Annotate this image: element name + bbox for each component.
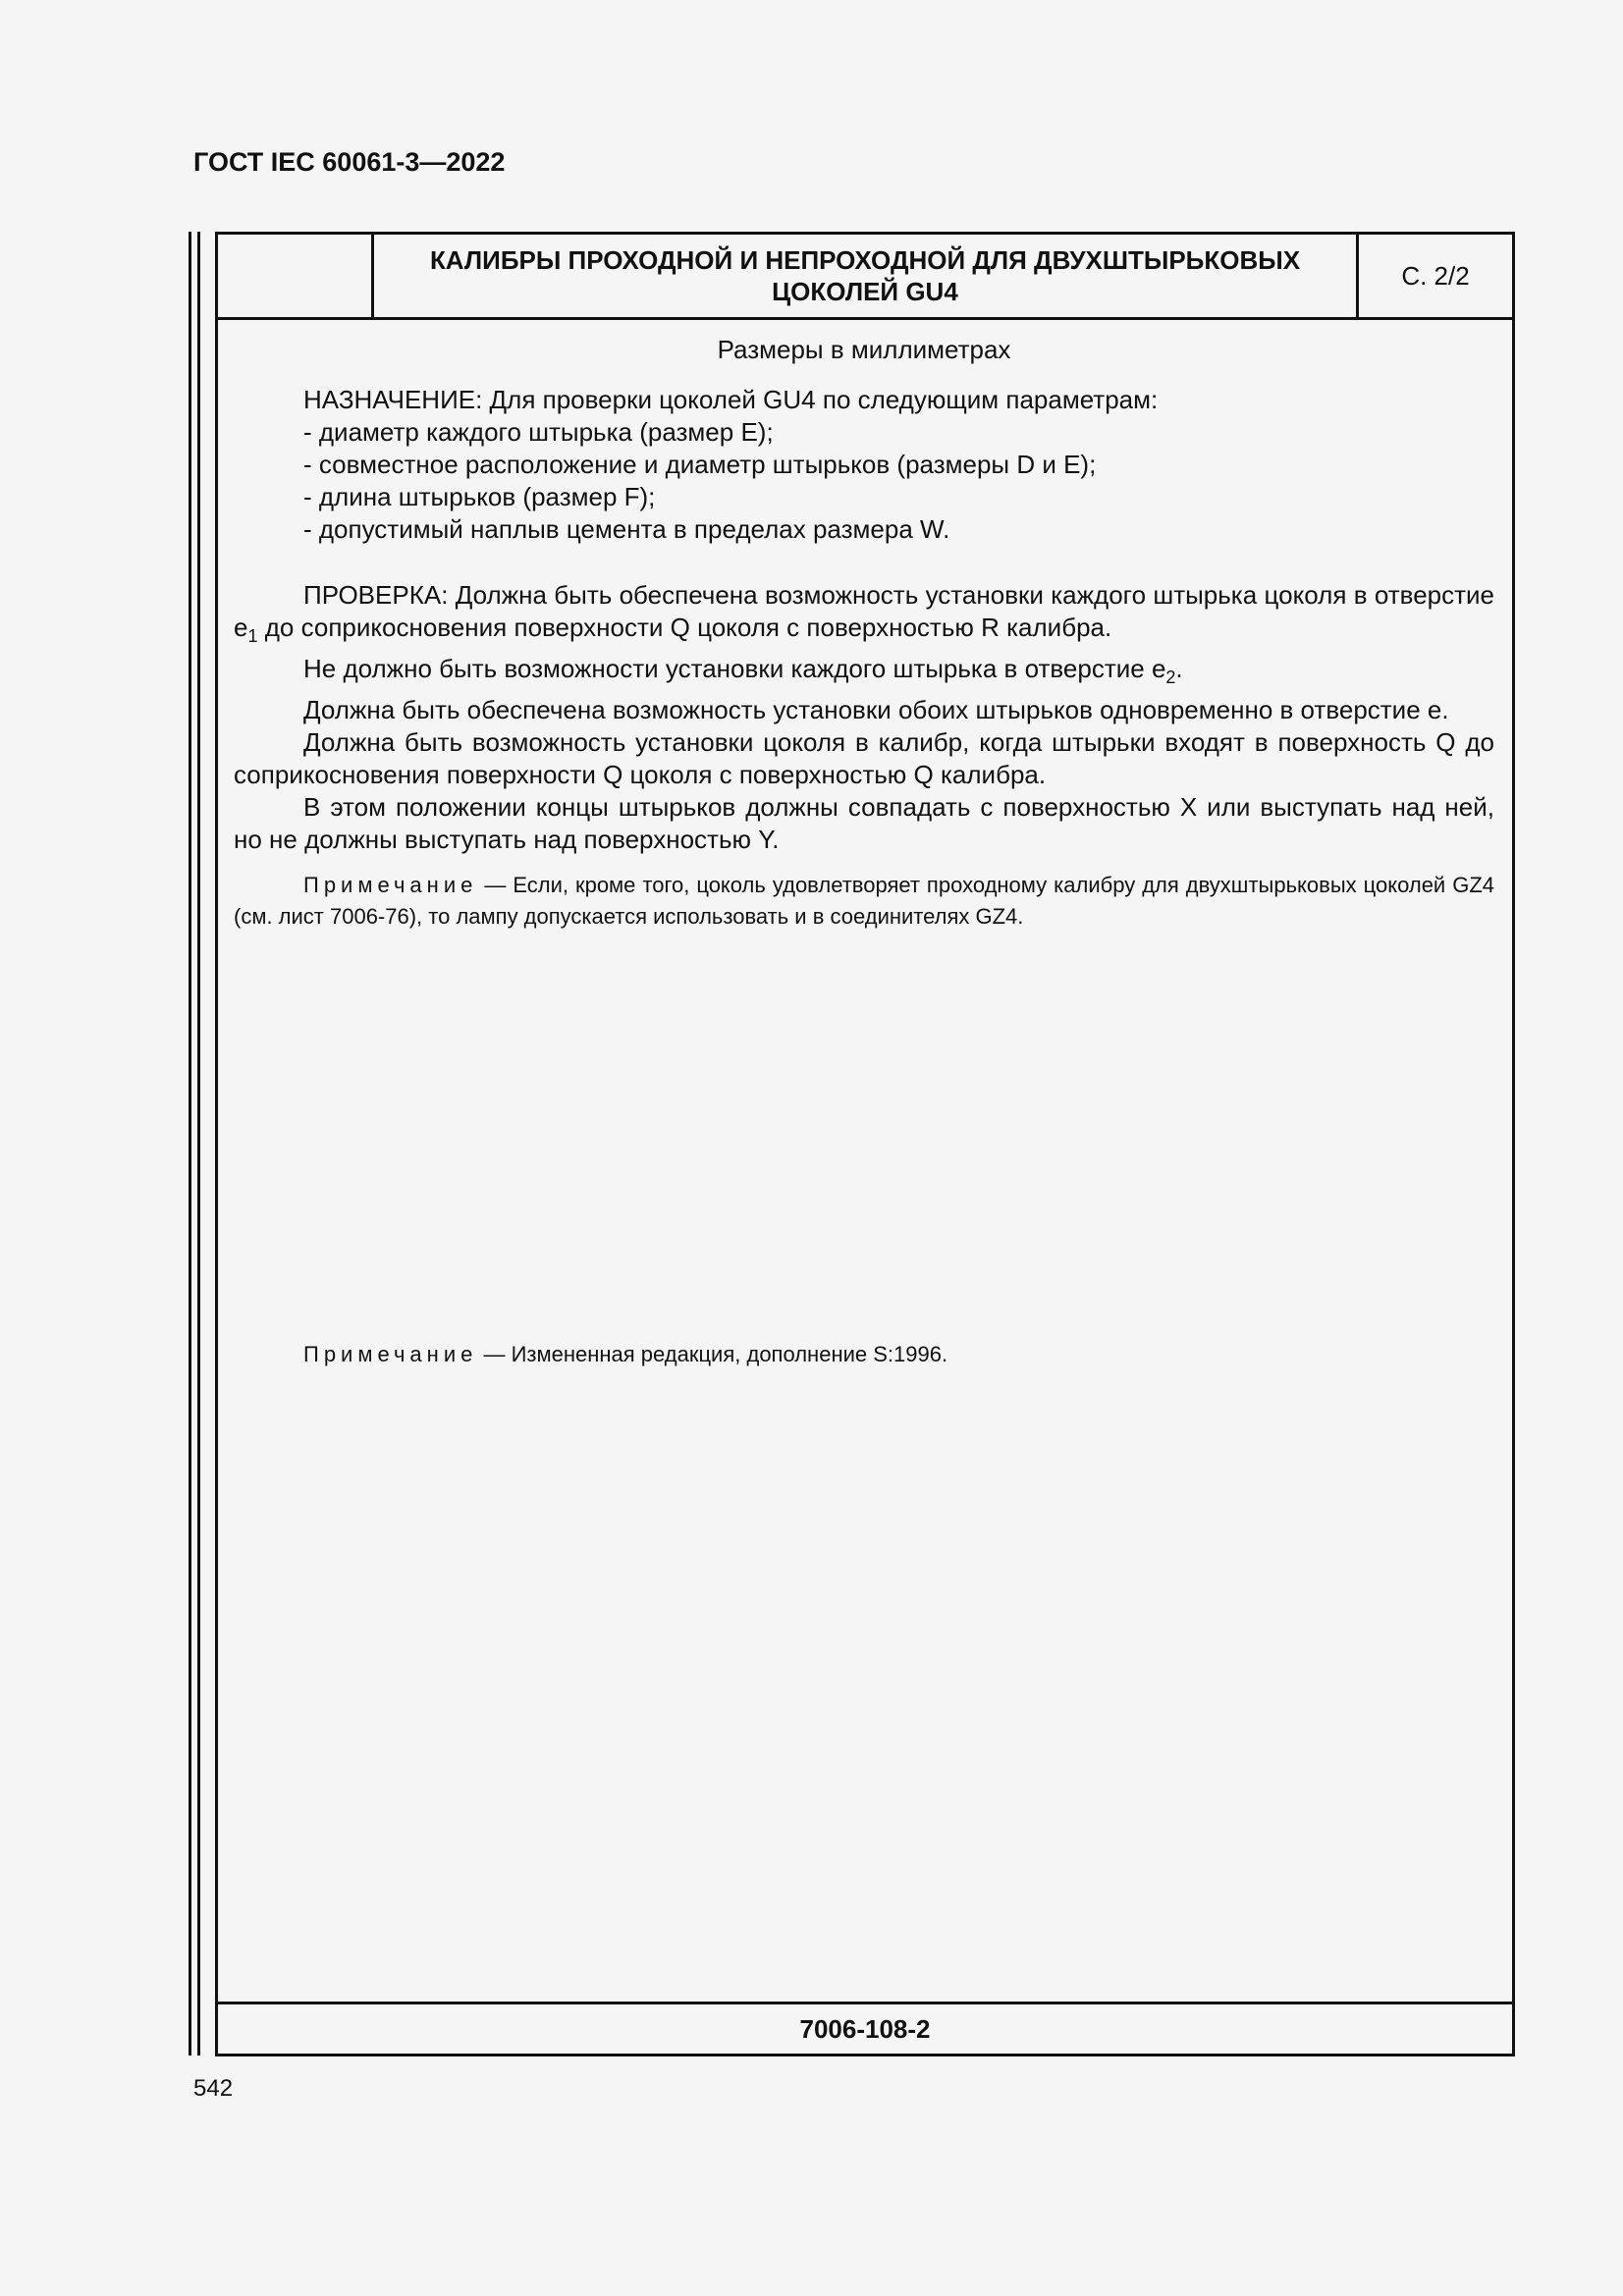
check-paragraph-5: В этом положении концы штырьков должны совпадать с поверхностью X или выступать над ней, но не должны выступать над поверхностью Y.	[234, 792, 1494, 855]
purpose-section	[234, 384, 1494, 546]
note-label: Примечание	[303, 1342, 478, 1366]
note-gz4	[234, 870, 1494, 933]
note-revision	[303, 1342, 947, 1367]
note-label: Примечание	[303, 873, 478, 898]
note-text: — Измененная редакция, дополнение S:1996.	[477, 1342, 948, 1366]
sheet-title-line-1: КАЛИБРЫ ПРОХОДНОЙ И НЕПРОХОДНОЙ ДЛЯ ДВУХШТЫРЬКОВЫХ	[429, 245, 1301, 275]
check-section	[234, 579, 1494, 856]
check-paragraph-1: ПРОВЕРКА: Должна быть обеспечена возможность установки каждого штырька цоколя в отверстие $e_1$ до соприкосновения поверхности Q цоколя с поверхностью R калибра.	[234, 580, 1494, 647]
sheet-code: 7006-108-2	[218, 2002, 1512, 2054]
title-blank-cell	[218, 235, 374, 317]
title-block	[218, 235, 1512, 320]
purpose-item: - допустимый наплыв цемента в пределах размера W.	[303, 514, 950, 544]
check-paragraph-4: Должна быть возможность установки цоколя в калибр, когда штырьки входят в поверхность Q до соприкосновения поверхности Q цоколя с поверхностью Q калибра.	[234, 727, 1494, 790]
sheet-number: С. 2/2	[1401, 260, 1470, 291]
units-note: Размеры в миллиметрах	[717, 335, 1011, 364]
standard-header: ГОСТ IEC 60061-3—2022	[193, 147, 506, 177]
purpose-item: - диаметр каждого штырька (размер E);	[303, 417, 774, 447]
sheet-content	[234, 320, 1494, 933]
sheet-title-line-2: ЦОКОЛЕЙ GU4	[772, 277, 958, 306]
sheet-frame	[215, 232, 1515, 2056]
sheet-title	[374, 235, 1359, 317]
purpose-item: - длина штырьков (размер F);	[303, 482, 656, 511]
note-text: — Если, кроме того, цоколь удовлетворяет проходному калибру для двухштырьковых цоколей GZ4 (см. лист 7006-76), то лампу допускается использовать и в соединителях GZ4.	[234, 873, 1494, 930]
check-paragraph-3: Должна быть обеспечена возможность установки обоих штырьков одновременно в отверстие e.	[303, 695, 1449, 725]
purpose-item: - совместное расположение и диаметр штырьков (размеры D и E);	[303, 450, 1097, 479]
check-paragraph-2: Не должно быть возможности установки каждого штырька в отверстие $e_2$.	[303, 654, 1183, 688]
page-number: 542	[193, 2075, 234, 2102]
purpose-heading: НАЗНАЧЕНИЕ: Для проверки цоколей GU4 по следующим параметрам:	[303, 385, 1159, 414]
